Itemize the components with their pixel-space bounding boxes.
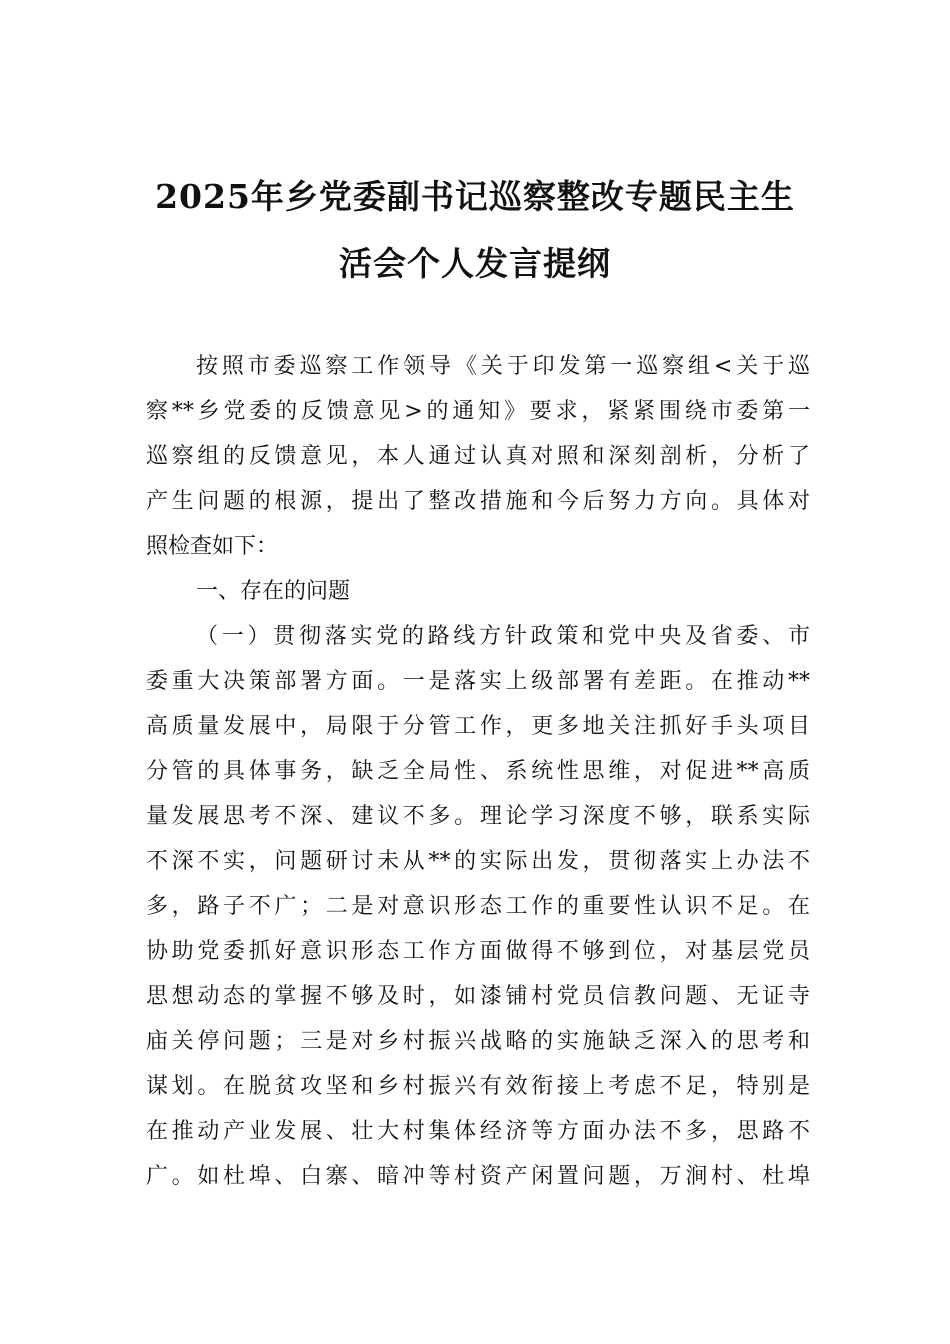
section-paragraph-line: 广。如杜埠、白寨、暗冲等村资产闲置问题，万涧村、杜埠 [146, 1164, 810, 1189]
section-paragraph-line: 在推动产业发展、壮大村集体经济等方面办法不多，思路不 [146, 1119, 810, 1144]
document-title-line-1: 2025年乡党委副书记巡察整改专题民主生 [155, 177, 795, 216]
section-paragraph-line: 协助党委抓好意识形态工作方面做得不够到位，对基层党员 [146, 939, 810, 964]
section-paragraph-line: 多，路子不广；二是对意识形态工作的重要性认识不足。在 [146, 894, 810, 919]
section-paragraph-line: 谋划。在脱贫攻坚和乡村振兴有效衔接上考虑不足，特别是 [146, 1074, 810, 1099]
section-heading: 一、存在的问题 [196, 579, 351, 604]
section-paragraph-line: 庙关停问题；三是对乡村振兴战略的实施缺乏深入的思考和 [146, 1029, 810, 1054]
intro-paragraph-line: 产生问题的根源，提出了整改措施和今后努力方向。具体对 [146, 489, 810, 514]
section-paragraph-line: 量发展思考不深、建议不多。理论学习深度不够，联系实际 [146, 804, 810, 829]
intro-paragraph-line: 察**乡党委的反馈意见>的通知》要求，紧紧围绕市委第一 [146, 399, 810, 424]
section-paragraph-line: 高质量发展中，局限于分管工作，更多地关注抓好手头项目 [146, 714, 810, 739]
intro-paragraph-line: 巡察组的反馈意见，本人通过认真对照和深刻剖析，分析了 [146, 444, 810, 469]
section-paragraph-line: 思想动态的掌握不够及时，如漆铺村党员信教问题、无证寺 [146, 984, 810, 1009]
section-paragraph-line: 委重大决策部署方面。一是落实上级部署有差距。在推动** [146, 669, 810, 694]
section-paragraph-line: 分管的具体事务，缺乏全局性、系统性思维，对促进**高质 [146, 759, 810, 784]
section-paragraph-line: 不深不实，问题研讨未从**的实际出发，贯彻落实上办法不 [146, 849, 810, 874]
document-title-line-2: 活会个人发言提纲 [339, 244, 611, 283]
section-paragraph-line: （一）贯彻落实党的路线方针政策和党中央及省委、市 [196, 624, 810, 649]
intro-paragraph-line: 照检查如下： [146, 534, 279, 559]
intro-paragraph-line: 按照市委巡察工作领导《关于印发第一巡察组<关于巡 [196, 354, 810, 379]
